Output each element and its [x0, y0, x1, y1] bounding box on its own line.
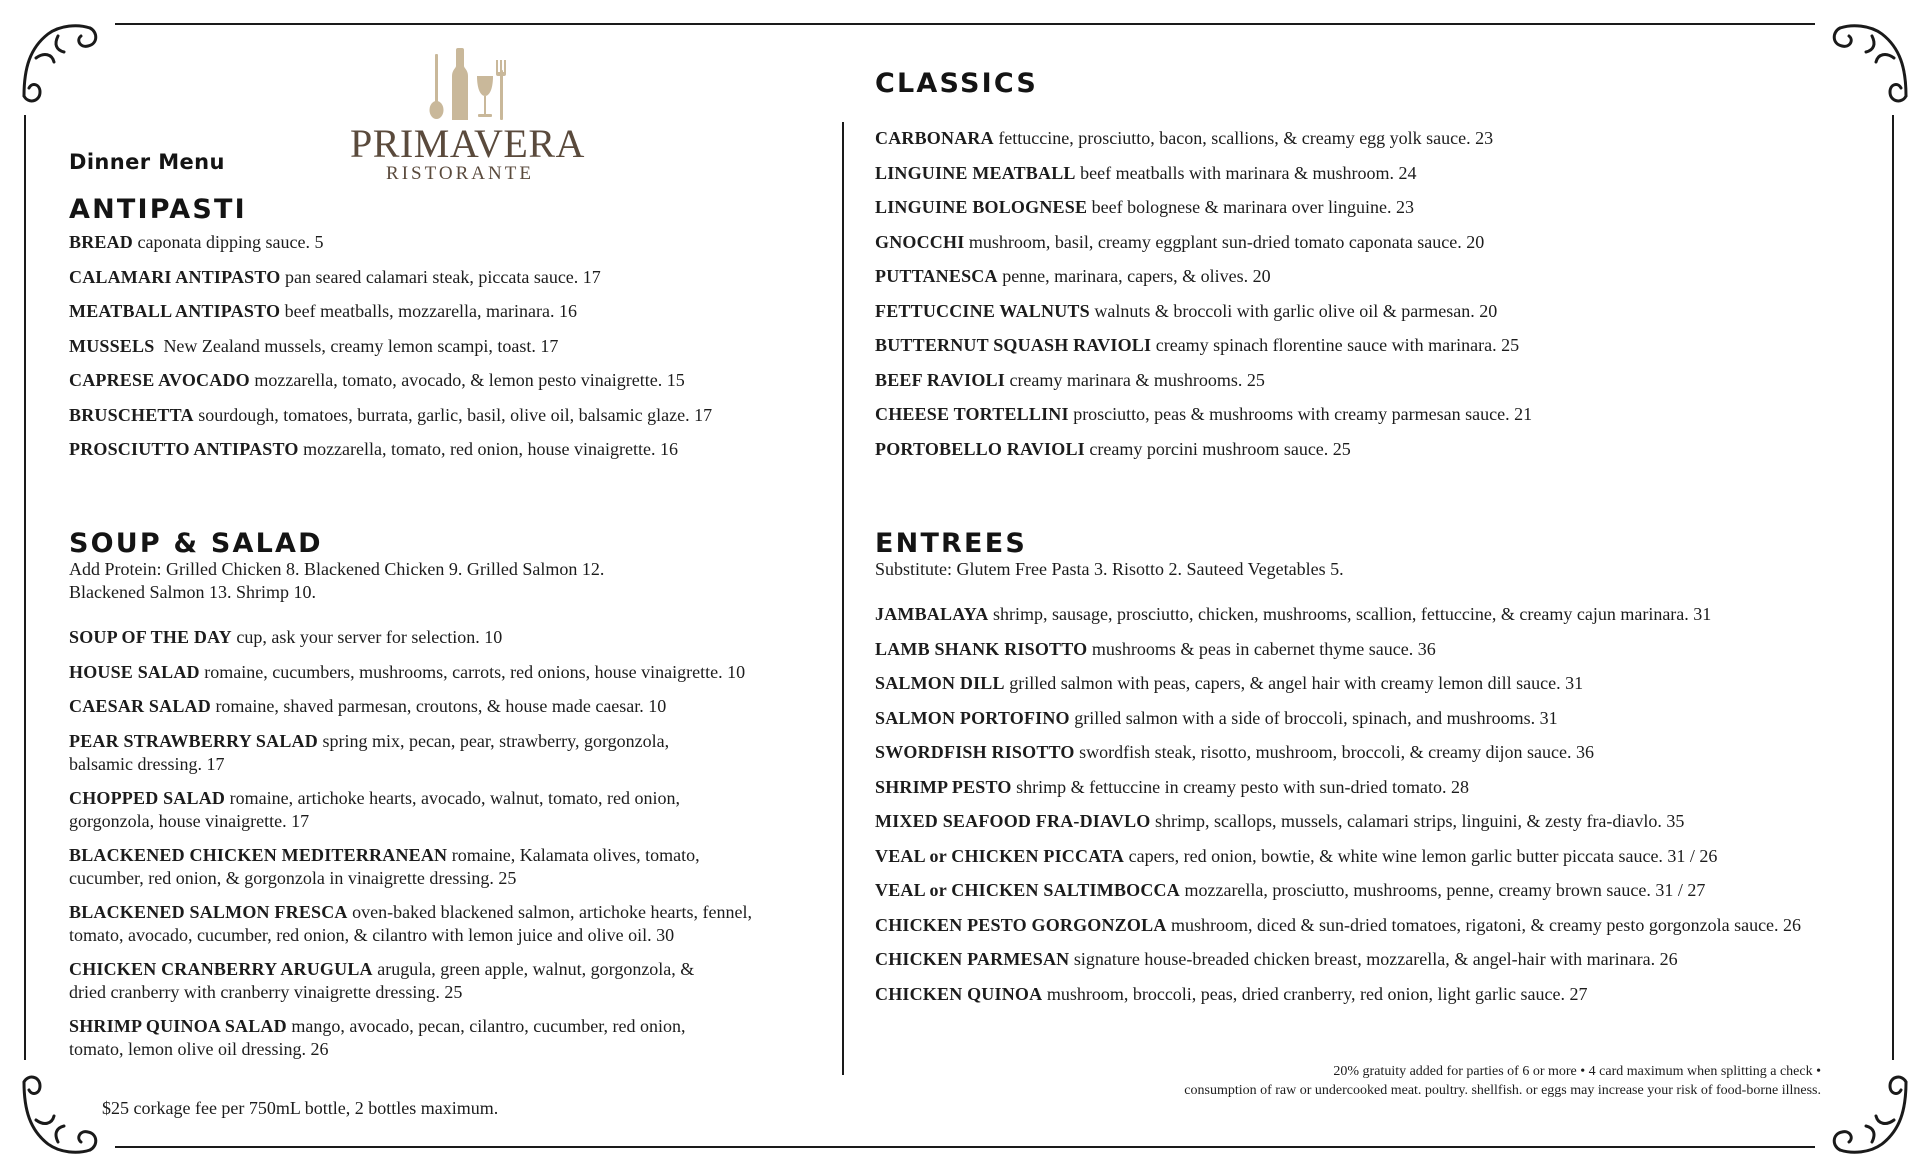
menu-item [875, 603, 1875, 626]
item-desc: mozzarella, tomato, avocado, & lemon pesto vinaigrette. 15 [249, 370, 685, 390]
item-desc: cup, ask your server for selection. 10 [231, 627, 503, 647]
item-desc: oven-baked blackened salmon, artichoke hearts, fennel, [347, 901, 752, 922]
item-name: PUTTANESCA [875, 266, 998, 286]
menu-item [69, 626, 829, 649]
item-name: SOUP OF THE DAY [69, 627, 232, 647]
item-desc: arugula, green apple, walnut, gorgonzola, & [372, 958, 695, 979]
menu-title: Dinner Menu [69, 150, 225, 174]
item-desc-line-2: dried cranberry with cranberry vinaigrette dressing. 25 [69, 981, 463, 1002]
item-desc: romaine, Kalamata olives, tomato, [447, 844, 700, 865]
item-name: PROSCIUTTO ANTIPASTO [69, 439, 299, 459]
section-title-soup-salad: SOUP & SALAD [69, 528, 323, 559]
menu-item [875, 334, 1875, 357]
item-desc-line-2: tomato, avocado, cucumber, red onion, & cilantro with lemon juice and olive oil. 30 [69, 924, 675, 945]
section-title-antipasti: ANTIPASTI [69, 194, 247, 225]
item-name: SHRIMP QUINOA SALAD [69, 1015, 287, 1036]
item-name: CHEESE TORTELLINI [875, 404, 1069, 424]
item-desc: prosciutto, peas & mushrooms with creamy parmesan sauce. 21 [1068, 404, 1533, 424]
section-title-entrees: ENTREES [875, 528, 1027, 559]
item-name: CALAMARI ANTIPASTO [69, 266, 281, 287]
item-desc: mango, avocado, pecan, cilantro, cucumber, red onion, [286, 1015, 686, 1036]
menu-item [69, 695, 829, 718]
substitute-note: Substitute: Glutem Free Pasta 3. Risotto 2. Sauteed Vegetables 5. [875, 559, 1344, 579]
menu-item [69, 300, 829, 323]
menu-item [875, 776, 1875, 799]
menu-item [875, 196, 1875, 219]
item-name: BLACKENED CHICKEN MEDITERRANEAN [69, 844, 448, 865]
item-name: VEAL or CHICKEN PICCATA [875, 845, 1125, 866]
item-name: JAMBALAYA [875, 604, 989, 624]
logo-name: PRIMAVERA [350, 121, 585, 166]
menu-item [69, 438, 829, 461]
item-name: SHRIMP PESTO [875, 776, 1012, 797]
protein-note-line-1: Add Protein: Grilled Chicken 8. Blackened Chicken 9. Grilled Salmon 12. [69, 559, 605, 579]
entrees-section [875, 528, 1875, 1006]
item-desc-line-2: gorgonzola, house vinaigrette. 17 [69, 810, 310, 831]
menu-item [69, 369, 829, 392]
item-desc: mushroom, basil, creamy eggplant sun-dried tomato caponata sauce. 20 [964, 231, 1485, 252]
item-desc: New Zealand mussels, creamy lemon scampi, toast. 17 [154, 335, 559, 356]
item-desc-line-2: tomato, lemon olive oil dressing. 26 [69, 1038, 329, 1059]
item-name: PEAR STRAWBERRY SALAD [69, 730, 318, 751]
menu-item [69, 730, 829, 776]
item-name: MEATBALL ANTIPASTO [69, 301, 281, 321]
item-desc: mushroom, broccoli, peas, dried cranberry, red onion, light garlic sauce. 27 [1042, 983, 1588, 1004]
item-name: LINGUINE MEATBALL [875, 162, 1076, 183]
item-desc: grilled salmon with a side of broccoli, spinach, and mushrooms. 31 [1069, 707, 1558, 728]
item-desc: beef bolognese & marinara over linguine. 23 [1087, 197, 1415, 217]
item-name: CHICKEN CRANBERRY ARUGULA [69, 958, 373, 979]
item-desc-line-2: balsamic dressing. 17 [69, 753, 225, 774]
menu-item [875, 403, 1875, 426]
item-desc: shrimp, sausage, prosciutto, chicken, mushrooms, scallion, fettuccine, & creamy cajun marinara. 31 [988, 604, 1712, 624]
item-name: CAPRESE AVOCADO [69, 370, 250, 390]
menu-item [875, 948, 1875, 971]
item-name: BLACKENED SALMON FRESCA [69, 901, 348, 922]
item-desc: mozzarella, tomato, red onion, house vinaigrette. 16 [298, 439, 678, 459]
antipasti-section [69, 194, 829, 461]
item-name: BRUSCHETTA [69, 404, 194, 425]
top-border [115, 23, 1815, 25]
menu-item [875, 810, 1875, 833]
item-desc: mozzarella, prosciutto, mushrooms, penne, creamy brown sauce. 31 / 27 [1179, 880, 1706, 900]
item-desc: creamy porcini mushroom sauce. 25 [1084, 438, 1351, 459]
item-desc: swordfish steak, risotto, mushroom, broccoli, & creamy dijon sauce. 36 [1074, 742, 1595, 762]
item-name: CHICKEN QUINOA [875, 983, 1043, 1004]
item-name: SWORDFISH RISOTTO [875, 742, 1075, 762]
corner-ornament-bottom-right-icon [1826, 1074, 1912, 1160]
item-desc: capers, red onion, bowtie, & white wine lemon garlic butter piccata sauce. 31 / 26 [1124, 845, 1718, 866]
item-name: SALMON PORTOFINO [875, 707, 1070, 728]
item-desc: beef meatballs with marinara & mushroom. 24 [1075, 162, 1417, 183]
item-desc: romaine, cucumbers, mushrooms, carrots, red onions, house vinaigrette. 10 [199, 661, 746, 682]
menu-item [69, 958, 829, 1004]
item-desc: shrimp, scallops, mussels, calamari strips, linguini, & zesty fra-diavlo. 35 [1150, 811, 1685, 831]
item-desc: creamy marinara & mushrooms. 25 [1004, 369, 1265, 390]
menu-item [875, 369, 1875, 392]
item-name: BREAD [69, 232, 134, 252]
item-name: FETTUCCINE WALNUTS [875, 300, 1090, 321]
footnote-line-2: consumption of raw or undercooked meat. poultry. shellfish. or eggs may increase your risk of food-borne illness. [1184, 1083, 1821, 1098]
menu-item [69, 787, 829, 833]
item-name: BUTTERNUT SQUASH RAVIOLI [875, 335, 1152, 355]
item-desc: pan seared calamari steak, piccata sauce. 17 [280, 266, 601, 287]
item-desc: sourdough, tomatoes, burrata, garlic, basil, olive oil, balsamic glaze. 17 [193, 404, 713, 425]
item-desc: romaine, artichoke hearts, avocado, walnut, tomato, red onion, [225, 787, 680, 808]
protein-note-line-2: Blackened Salmon 13. Shrimp 10. [69, 582, 316, 602]
item-desc: beef meatballs, mozzarella, marinara. 16 [280, 301, 578, 321]
menu-item [875, 914, 1875, 937]
menu-item [875, 672, 1875, 695]
menu-item [875, 438, 1875, 461]
item-name: HOUSE SALAD [69, 661, 200, 682]
menu-item [69, 901, 829, 947]
item-name: GNOCCHI [875, 231, 965, 252]
item-desc: fettuccine, prosciutto, bacon, scallions, & creamy egg yolk sauce. 23 [993, 128, 1494, 148]
bottom-border [115, 1146, 1815, 1148]
item-desc: mushrooms & peas in cabernet thyme sauce. 36 [1087, 638, 1436, 659]
corner-ornament-top-left-icon [18, 18, 104, 104]
menu-item [875, 638, 1875, 661]
footnote [921, 1062, 1821, 1100]
column-divider [842, 122, 844, 1075]
item-desc: spring mix, pecan, pear, strawberry, gorgonzola, [317, 730, 670, 751]
menu-item [875, 162, 1875, 185]
footnote-line-1: 20% gratuity added for parties of 6 or more • 4 card maximum when splitting a check • [1333, 1064, 1821, 1079]
soup-salad-section [69, 528, 829, 1061]
menu-item [875, 265, 1875, 288]
wine-bottle-glass-utensils-icon [405, 46, 515, 122]
item-name: MIXED SEAFOOD FRA-DIAVLO [875, 811, 1151, 831]
menu-item [875, 983, 1875, 1006]
item-name: CHICKEN PARMESAN [875, 949, 1070, 969]
menu-item [69, 335, 829, 358]
logo-subtitle: RISTORANTE [386, 163, 534, 184]
menu-item [69, 231, 829, 254]
item-desc: mushroom, diced & sun-dried tomatoes, rigatoni, & creamy pesto gorgonzola sauce. 26 [1166, 914, 1802, 935]
corkage-note: $25 corkage fee per 750mL bottle, 2 bottles maximum. [102, 1098, 499, 1118]
item-name: VEAL or CHICKEN SALTIMBOCCA [875, 880, 1180, 900]
menu-item [875, 300, 1875, 323]
item-name: MUSSELS [69, 335, 155, 356]
item-name: PORTOBELLO RAVIOLI [875, 438, 1085, 459]
menu-item [69, 844, 829, 890]
item-desc: shrimp & fettuccine in creamy pesto with sun-dried tomato. 28 [1011, 776, 1470, 797]
menu-item [69, 266, 829, 289]
item-name: SALMON DILL [875, 673, 1005, 693]
corner-ornament-bottom-left-icon [18, 1074, 104, 1160]
menu-item [875, 845, 1875, 868]
item-name: LINGUINE BOLOGNESE [875, 197, 1088, 217]
menu-item [69, 404, 829, 427]
item-name: CHICKEN PESTO GORGONZOLA [875, 914, 1167, 935]
item-desc: grilled salmon with peas, capers, & angel hair with creamy lemon dill sauce. 31 [1004, 673, 1584, 693]
menu-item [875, 127, 1875, 150]
item-desc: romaine, shaved parmesan, croutons, & house made caesar. 10 [210, 696, 667, 716]
item-desc: signature house-breaded chicken breast, mozzarella, & angel-hair with marinara. 26 [1069, 949, 1678, 969]
item-desc: penne, marinara, capers, & olives. 20 [997, 266, 1271, 286]
menu-item [69, 1015, 829, 1061]
right-border [1892, 115, 1894, 1060]
item-name: CHOPPED SALAD [69, 787, 226, 808]
classics-section [875, 68, 1875, 461]
protein-note [69, 558, 829, 604]
left-border [24, 115, 26, 1060]
menu-item [875, 707, 1875, 730]
item-name: CAESAR SALAD [69, 696, 211, 716]
item-desc: creamy spinach florentine sauce with marinara. 25 [1151, 335, 1520, 355]
menu-item [875, 741, 1875, 764]
item-name: CARBONARA [875, 128, 994, 148]
menu-item [69, 661, 829, 684]
item-desc: caponata dipping sauce. 5 [133, 232, 324, 252]
section-title-classics: CLASSICS [875, 68, 1039, 99]
item-desc: walnuts & broccoli with garlic olive oil & parmesan. 20 [1089, 300, 1498, 321]
menu-item [875, 879, 1875, 902]
item-name: LAMB SHANK RISOTTO [875, 638, 1088, 659]
item-name: BEEF RAVIOLI [875, 369, 1005, 390]
restaurant-logo [350, 46, 585, 186]
menu-item [875, 231, 1875, 254]
item-desc-line-2: cucumber, red onion, & gorgonzola in vinaigrette dressing. 25 [69, 867, 517, 888]
